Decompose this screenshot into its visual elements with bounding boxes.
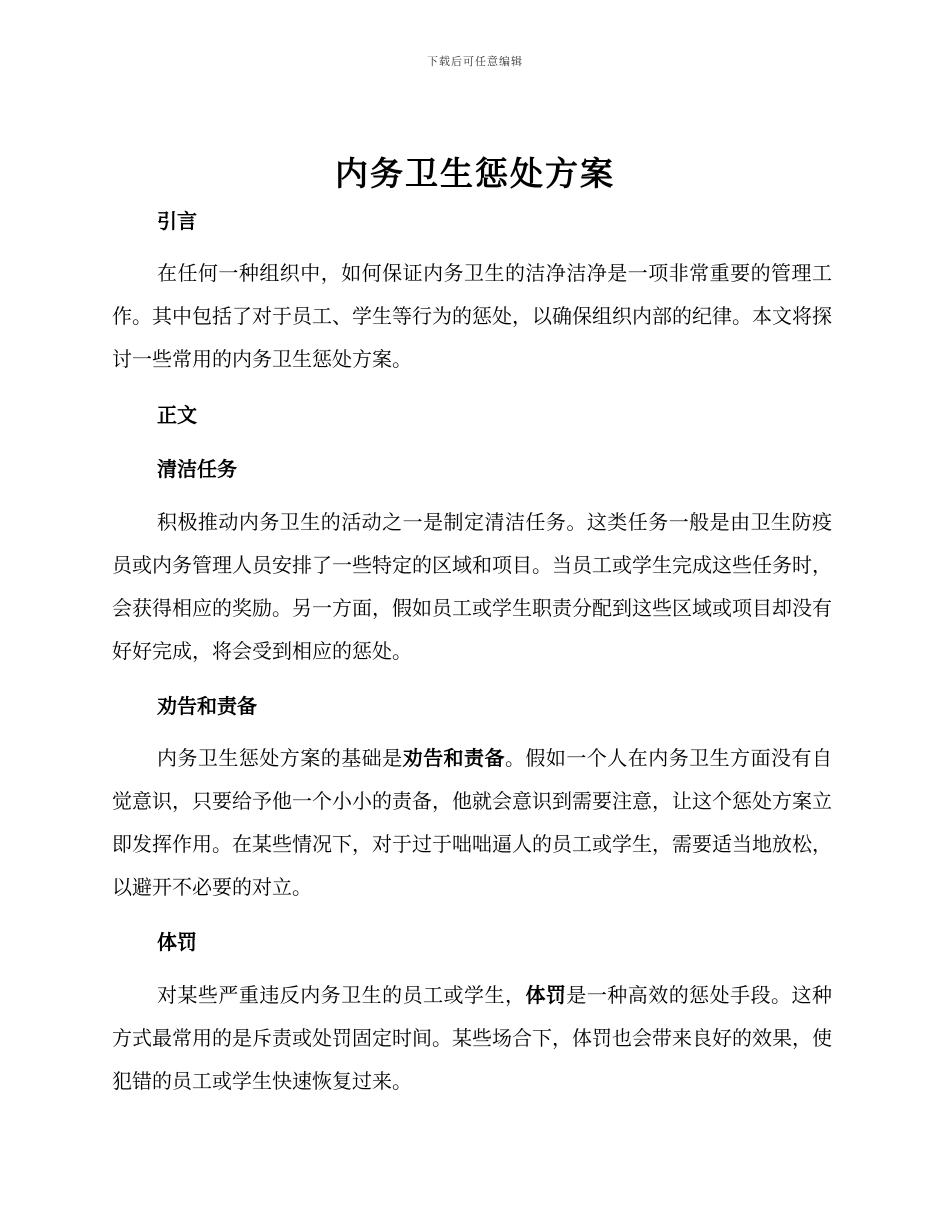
paragraph-advise-bold: 劝告和责备 bbox=[402, 746, 505, 770]
paragraph-advise bbox=[112, 737, 832, 909]
paragraph-cleaning: 积极推动内务卫生的活动之一是制定清洁任务。这类任务一般是由卫生防疫员或内务管理人员安排了一些特定的区域和项目。当员工或学生完成这些任务时，会获得相应的奖励。另一方面，假如员工或学生职责分配到这些区域或项目却没有好好完成，将会受到相应的惩处。 bbox=[112, 510, 832, 663]
paragraph-punish-bold: 体罚 bbox=[525, 983, 567, 1007]
section-heading-punish: 体罚 bbox=[157, 930, 197, 954]
paragraph-intro: 在任何一种组织中，如何保证内务卫生的洁净洁净是一项非常重要的管理工作。其中包括了对于员工、学生等行为的惩处，以确保组织内部的纪律。本文将探讨一些常用的内务卫生惩处方案。 bbox=[112, 261, 832, 371]
paragraph-punish bbox=[112, 974, 832, 1103]
page-header-note: 下载后可任意编辑 bbox=[427, 55, 523, 68]
paragraph-punish-text-after: 是一种高效的惩处手段。这种方式最常用的是斥责或处罚固定时间。某些场合下，体罚也会带来良好的效果，使犯错的员工或学生快速恢复过来。 bbox=[112, 983, 832, 1093]
section-heading-advise: 劝告和责备 bbox=[157, 694, 257, 718]
paragraph-advise-text-before: 内务卫生惩处方案的基础是 bbox=[157, 746, 403, 770]
paragraph-advise-text-after: 。假如一个人在内务卫生方面没有自觉意识，只要给予他一个小小的责备，他就会意识到需要注意，让这个惩处方案立即发挥作用。在某些情况下，对于过于咄咄逼人的员工或学生，需要适当地放松，以避开不必要的对立。 bbox=[112, 746, 832, 899]
section-heading-intro: 引言 bbox=[157, 209, 197, 233]
section-heading-cleaning: 清洁任务 bbox=[157, 457, 237, 481]
document-title: 内务卫生惩处方案 bbox=[335, 154, 615, 193]
section-heading-body: 正文 bbox=[157, 403, 197, 427]
paragraph-punish-text-before: 对某些严重违反内务卫生的员工或学生， bbox=[157, 983, 526, 1007]
